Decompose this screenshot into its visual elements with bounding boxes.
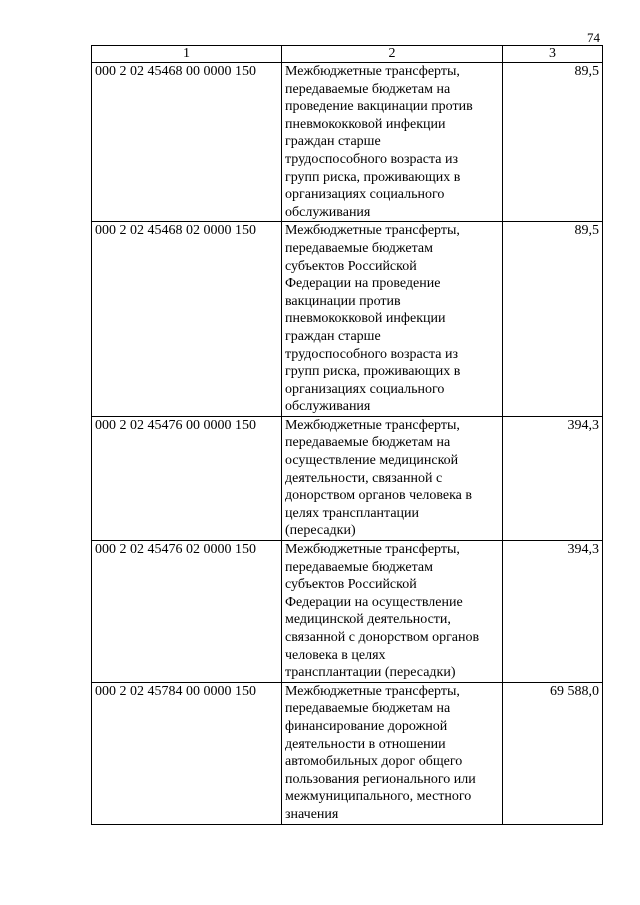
budget-code: 000 2 02 45476 00 0000 150 [92, 416, 282, 540]
transfer-description: Межбюджетные трансферты, передаваемые бюджетам субъектов Российской Федерации на проведение вакцинации против пневмококковой инфекции граждан старше трудоспособного возраста из групп риска, проживающих в организациях социального обслуживания [282, 222, 503, 417]
table-row [92, 541, 603, 683]
table-header-row [92, 46, 603, 63]
transfer-description: Межбюджетные трансферты, передаваемые бюджетам на проведение вакцинации против пневмококковой инфекции граждан старше трудоспособного возраста из групп риска, проживающих в организациях социального обслуживания [282, 63, 503, 222]
table-row [92, 416, 603, 540]
transfer-amount: 394,3 [503, 541, 603, 683]
budget-code: 000 2 02 45468 02 0000 150 [92, 222, 282, 417]
transfer-description: Межбюджетные трансферты, передаваемые бюджетам на осуществление медицинской деятельности, связанной с донорством органов человека в целях трансплантации (пересадки) [282, 416, 503, 540]
budget-table [91, 45, 603, 825]
transfer-amount: 89,5 [503, 222, 603, 417]
table-row [92, 63, 603, 222]
transfer-description: Межбюджетные трансферты, передаваемые бюджетам на финансирование дорожной деятельности в отношении автомобильных дорог общего пользования регионального или межмуниципального, местного значения [282, 682, 503, 824]
transfer-description: Межбюджетные трансферты, передаваемые бюджетам субъектов Российской Федерации на осуществление медицинской деятельности, связанной с донорством органов человека в целях трансплантации (пересадки) [282, 541, 503, 683]
header-col-3: 3 [503, 46, 603, 63]
header-col-2: 2 [282, 46, 503, 63]
table-row [92, 682, 603, 824]
transfer-amount: 89,5 [503, 63, 603, 222]
transfer-amount: 69 588,0 [503, 682, 603, 824]
transfer-amount: 394,3 [503, 416, 603, 540]
header-col-1: 1 [92, 46, 282, 63]
budget-code: 000 2 02 45784 00 0000 150 [92, 682, 282, 824]
budget-code: 000 2 02 45468 00 0000 150 [92, 63, 282, 222]
table-row [92, 222, 603, 417]
page-number: 74 [587, 30, 600, 45]
budget-code: 000 2 02 45476 02 0000 150 [92, 541, 282, 683]
